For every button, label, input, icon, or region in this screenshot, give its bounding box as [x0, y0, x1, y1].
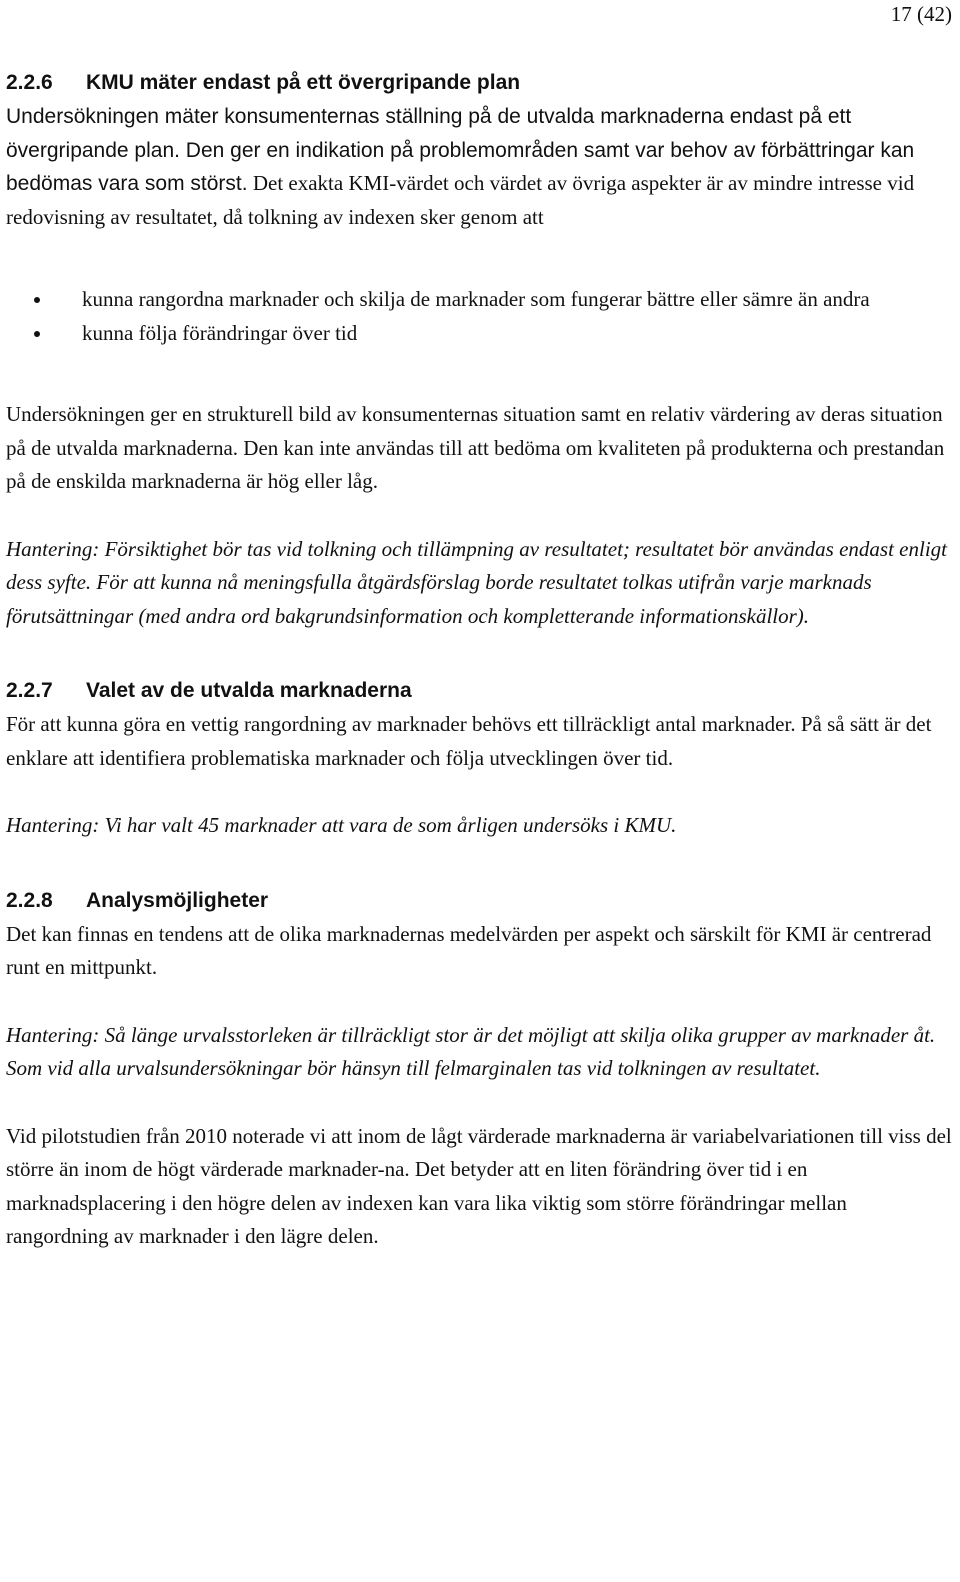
section-title: KMU mäter endast på ett övergripande plan	[86, 71, 521, 94]
paragraph-intro-sans: Undersökningen mäter konsumenternas ställning på de utvalda marknaderna endast på ett övergripande plan. Den ger en indikation på problemområden samt var behov av förbättringar kan bedömas vara som störst.	[6, 105, 915, 195]
paragraph-market-selection: För att kunna göra en vettig rangordning av marknader behövs ett tillräckligt antal marknader. På så sätt är det enklare att identifiera problematiska marknader och följa utvecklingen över tid.	[6, 712, 932, 770]
section-heading-2-2-8	[6, 884, 954, 918]
section-heading-2-2-6	[6, 66, 954, 100]
paragraph-intro-serif: Det exakta KMI-värdet och värdet av övriga aspekter är av mindre intresse vid redovisning av resultatet, då tolkning av indexen sker genom att	[6, 171, 915, 229]
paragraph-pilot-study: Vid pilotstudien från 2010 noterade vi att inom de lågt värderade marknaderna är variabelvariationen till viss del större än inom de högt värderade marknader-na. Det betyder att en liten förändring över tid i en marknadsplacering i den högre delen av indexen kan vara lika viktig som större förändringar mellan rangordning av marknader i den lägre delen.	[6, 1123, 952, 1248]
bullet-text: kunna följa förändringar över tid	[82, 320, 358, 345]
paragraph-structure: Undersökningen ger en strukturell bild av konsumenternas situation samt en relativ värdering av deras situation på de utvalda marknaderna. Den kan inte användas till att bedöma om kvaliteten på produkterna och prestandan på de enskilda marknaderna är hög eller låg.	[6, 402, 945, 493]
section-heading-2-2-7	[6, 674, 954, 708]
paragraph-analysis: Det kan finnas en tendens att de olika marknadernas medelvärden per aspekt och särskilt för KMI är centrerad runt en mittpunkt.	[6, 921, 932, 979]
bullet-list	[6, 283, 954, 350]
bullet-item	[6, 283, 954, 317]
section-number: 2.2.8	[6, 888, 53, 912]
bullet-item	[6, 317, 954, 351]
bullet-text: kunna rangordna marknader och skilja de marknader som fungerar bättre eller sämre än andra	[82, 287, 870, 311]
handling-note-2-2-8: Hantering: Så länge urvalsstorleken är tillräckligt stor är det möjligt att skilja olika grupper av marknader åt. Som vid alla urvalsundersökningar bör hänsyn till felmarginalen tas vid tolkningen av resultatet.	[6, 1022, 936, 1080]
bullet-dot-icon	[34, 331, 40, 337]
section-number: 2.2.6	[6, 71, 53, 94]
document-body	[6, 66, 954, 1254]
section-title: Valet av de utvalda marknaderna	[86, 679, 412, 702]
handling-note-2-2-6: Hantering: Försiktighet bör tas vid tolkning och tillämpning av resultatet; resultatet bör användas endast enligt dess syfte. För att kunna nå meningsfulla åtgärdsförslag borde resultatet tolkas utifrån varje marknads förutsättningar (med andra ord bakgrundsinformation och kompletterande informationskällor).	[6, 536, 948, 628]
handling-note-2-2-7: Hantering: Vi har valt 45 marknader att vara de som årligen undersöks i KMU.	[6, 813, 677, 837]
paragraph-intro	[6, 100, 954, 234]
section-title: Analysmöjligheter	[86, 888, 269, 912]
bullet-dot-icon	[34, 297, 40, 303]
page-number: 17 (42)	[890, 2, 952, 26]
section-number: 2.2.7	[6, 679, 53, 702]
